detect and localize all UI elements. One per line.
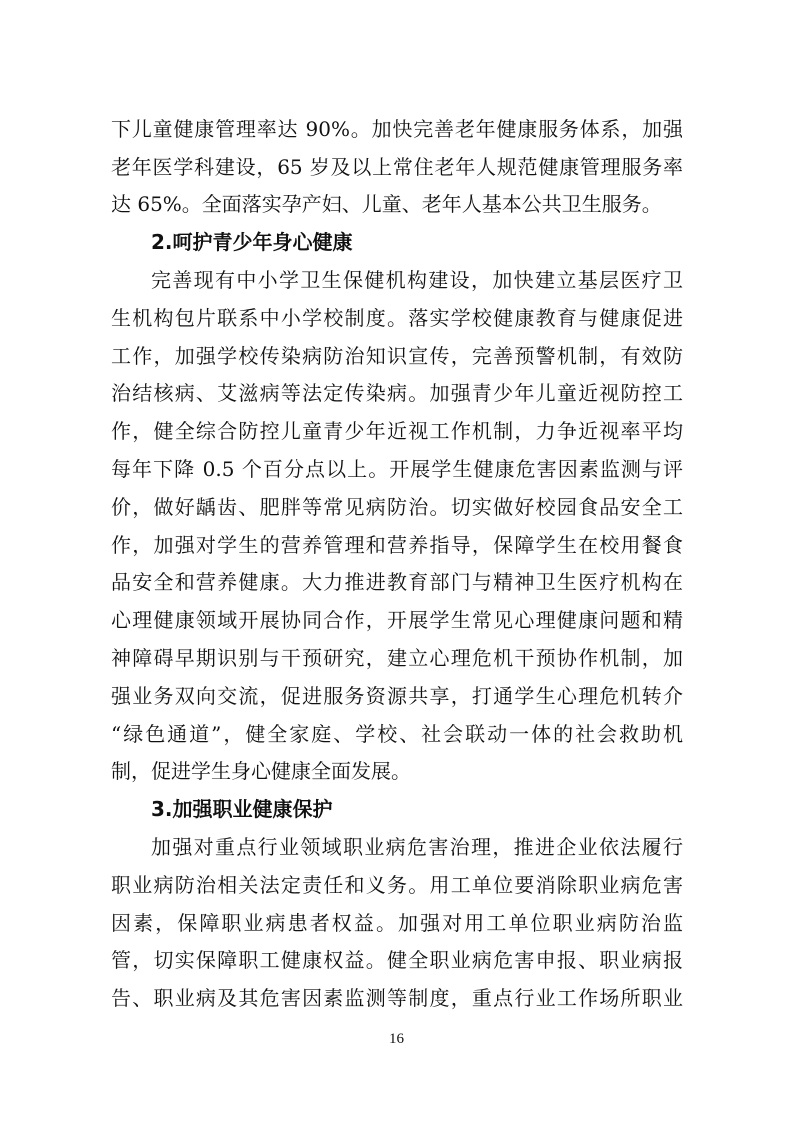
- body-text-line: 完善现有中小学卫生保健机构建设，加快建立基层医疗卫: [151, 268, 683, 292]
- body-text-line: 加强对重点行业领域职业病危害治理，推进企业依法履行: [151, 835, 683, 859]
- body-text-line: 作，加强对学生的营养管理和营养指导，保障学生在校用餐食: [111, 533, 683, 557]
- body-text-line: 制，促进学生身心健康全面发展。: [111, 759, 411, 783]
- body-text-line: 作，健全综合防控儿童青少年近视工作机制，力争近视率平均: [111, 419, 683, 443]
- body-text-line: 工作，加强学校传染病防治知识宣传，完善预警机制，有效防: [111, 344, 683, 368]
- body-text-line: 达 65%。全面落实孕产妇、儿童、老年人基本公共卫生服务。: [111, 192, 662, 216]
- body-text-line: 生机构包片联系中小学校制度。落实学校健康教育与健康促进: [111, 306, 683, 330]
- body-text-line: 价，做好龋齿、肥胖等常见病防治。切实做好校园食品安全工: [111, 495, 683, 519]
- body-text-line: 职业病防治相关法定责任和义务。用工单位要消除职业病危害: [111, 873, 683, 897]
- section-heading: 2.呵护青少年身心健康: [151, 230, 353, 254]
- body-text-line: 因素，保障职业病患者权益。加强对用工单位职业病防治监: [111, 911, 683, 935]
- body-text-line: 老年医学科建设，65 岁及以上常住老年人规范健康管理服务率: [111, 155, 683, 179]
- body-text-line: 品安全和营养健康。大力推进教育部门与精神卫生医疗机构在: [111, 570, 683, 594]
- body-text-line: 治结核病、艾滋病等法定传染病。加强青少年儿童近视防控工: [111, 381, 683, 405]
- page-number: 16: [389, 1031, 404, 1047]
- body-text-line: 告、职业病及其危害因素监测等制度，重点行业工作场所职业: [111, 986, 683, 1010]
- body-text-line: “绿色通道”，健全家庭、学校、社会联动一体的社会救助机: [111, 722, 683, 746]
- body-text-line: 心理健康领域开展协同合作，开展学生常见心理健康问题和精: [111, 608, 683, 632]
- body-text-line: 管，切实保障职工健康权益。健全职业病危害申报、职业病报: [111, 948, 683, 972]
- section-heading: 3.加强职业健康保护: [151, 797, 333, 821]
- body-text-line: 每年下降 0.5 个百分点以上。开展学生健康危害因素监测与评: [111, 457, 683, 481]
- body-text-line: 强业务双向交流，促进服务资源共享，打通学生心理危机转介: [111, 684, 683, 708]
- body-text-line: 下儿童健康管理率达 90%。加快完善老年健康服务体系，加强: [111, 117, 683, 141]
- body-text-line: 神障碍早期识别与干预研究，建立心理危机干预协作机制，加: [111, 646, 683, 670]
